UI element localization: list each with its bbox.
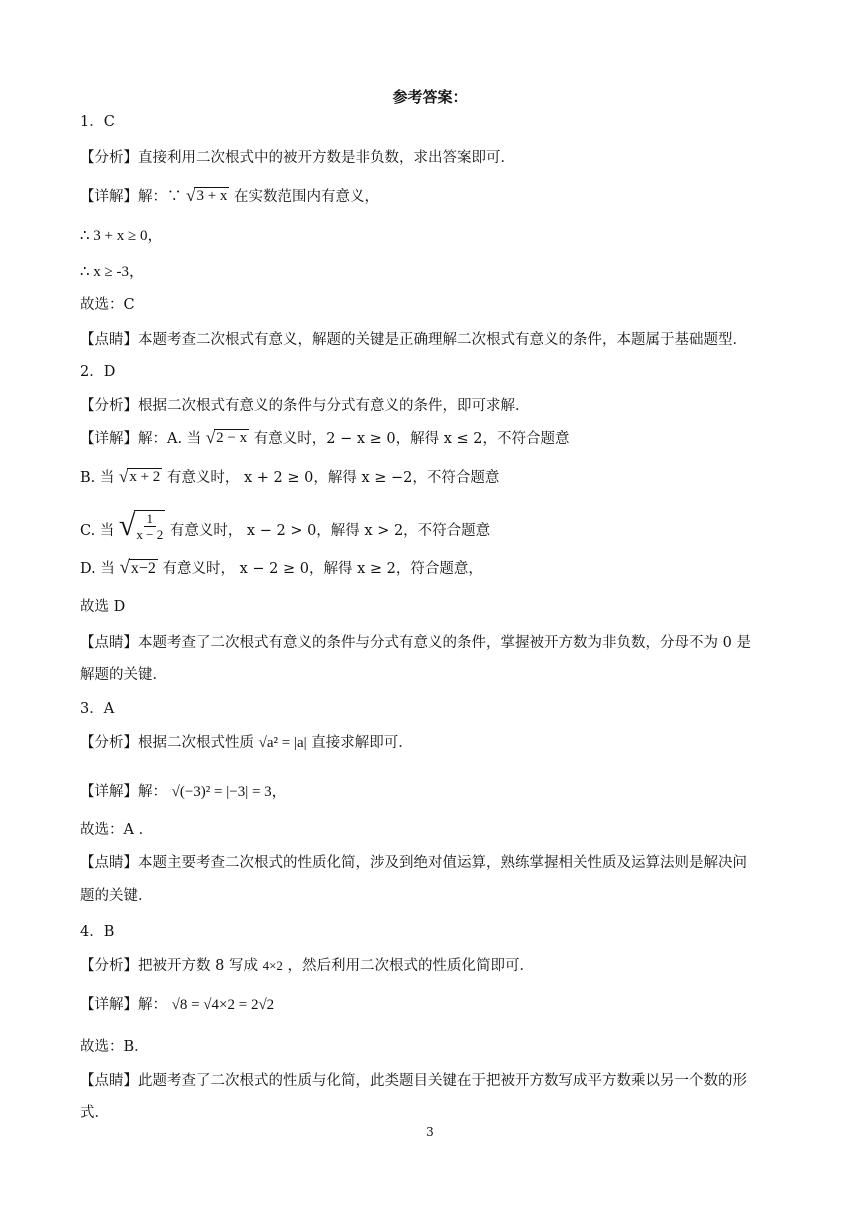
q3-analysis-formula: √a² = |a| bbox=[258, 735, 307, 751]
q2-b-radical: √ x + 2 bbox=[118, 467, 161, 486]
q2-option-c bbox=[80, 510, 490, 542]
q4-comment-line-1: 【点睛】此题考查了二次根式的性质与化简，此类题目关键在于把被开方数写成平方数乘以另一个数的形 bbox=[80, 1073, 747, 1089]
q1-radical: √ 3 + x bbox=[186, 186, 228, 205]
q4-analysis-expr: 4×2 bbox=[262, 958, 283, 973]
q2-c-text: 有意义时， x − 2 > 0，解得 x > 2，不符合题意 bbox=[169, 523, 491, 539]
q2-a-label: 【详解】解：A. 当 bbox=[80, 431, 202, 447]
q2-b-text: 有意义时， x + 2 ≥ 0，解得 x ≥ −2，不符合题意 bbox=[166, 470, 500, 486]
q2-d-radicand: x−2 bbox=[130, 560, 156, 577]
question-2-answer: 2．D bbox=[80, 364, 116, 380]
q1-choice: 故选：C bbox=[80, 297, 135, 313]
q2-b-radicand: x + 2 bbox=[129, 469, 161, 485]
q2-c-radical: √ $\frac{1}{x - 2}$ bbox=[118, 509, 164, 542]
question-1-answer: 1．C bbox=[80, 114, 115, 130]
q2-comment-line-2: 解题的关键． bbox=[80, 667, 167, 683]
q4-detail-label: 【详解】解： bbox=[80, 997, 167, 1013]
page-number: 3 bbox=[426, 1125, 434, 1139]
q2-comment-line-1: 【点睛】本题考查了二次根式有意义的条件与分式有意义的条件，掌握被开方数为非负数，分母不为 0 是 bbox=[80, 635, 751, 651]
q1-detail-label: 【详解】解：∵ bbox=[80, 189, 182, 205]
q3-analysis-label: 【分析】根据二次根式性质 bbox=[80, 735, 254, 751]
q4-detail bbox=[80, 995, 274, 1015]
q2-d-text: 有意义时， x − 2 ≥ 0，解得 x ≥ 2，符合题意， bbox=[162, 561, 483, 577]
q3-detail bbox=[80, 782, 287, 802]
q1-radicand: 3 + x bbox=[196, 188, 228, 204]
q2-c-fraction bbox=[136, 511, 163, 542]
q3-detail-formula: √(−3)² = |−3| = 3， bbox=[171, 784, 287, 800]
q1-comment: 【点睛】本题考查二次根式有意义，解题的关键是正确理解二次根式有意义的条件，本题属于基础题型． bbox=[80, 332, 747, 348]
q3-comment-line-1: 【点睛】本题主要考查二次根式的性质化简，涉及到绝对值运算，熟练掌握相关性质及运算法则是解决问 bbox=[80, 855, 747, 871]
q2-a-text: 有意义时，2 − x ≥ 0，解得 x ≤ 2，不符合题意 bbox=[253, 431, 570, 447]
q1-step-1: ∴ 3 + x ≥ 0， bbox=[80, 228, 163, 244]
q3-choice: 故选：A ． bbox=[80, 822, 154, 838]
q4-comment-line-2: 式． bbox=[80, 1105, 109, 1121]
q2-c-numerator: 1 bbox=[144, 511, 157, 527]
q4-analysis-label: 【分析】把被开方数 8 写成 bbox=[80, 958, 258, 974]
page-title: 参考答案： bbox=[392, 88, 468, 106]
q2-d-label: D. 当 bbox=[80, 561, 115, 577]
q2-a-radical: √ 2 − x bbox=[205, 428, 248, 447]
q4-analysis-text: ，然后利用二次根式的性质化简即可． bbox=[287, 958, 535, 974]
q3-analysis bbox=[80, 733, 413, 753]
q4-analysis bbox=[80, 956, 534, 976]
question-4-answer: 4．B bbox=[80, 924, 115, 940]
q4-detail-formula: √8 = √4×2 = 2√2 bbox=[171, 997, 275, 1013]
question-3-answer: 3．A bbox=[80, 701, 115, 717]
q4-choice: 故选：B． bbox=[80, 1039, 149, 1055]
q1-detail-text: 在实数范围内有意义， bbox=[234, 189, 380, 205]
q1-analysis: 【分析】直接利用二次根式中的被开方数是非负数，求出答案即可． bbox=[80, 150, 515, 166]
q2-option-d bbox=[80, 558, 483, 579]
q2-option-b bbox=[80, 467, 499, 488]
q2-analysis: 【分析】根据二次根式有意义的条件与分式有意义的条件，即可求解． bbox=[80, 398, 530, 414]
q3-comment-line-2: 题的关键． bbox=[80, 888, 153, 904]
q2-d-radical: √ x−2 bbox=[119, 557, 156, 578]
q3-analysis-text: 直接求解即可． bbox=[311, 735, 413, 751]
q2-b-label: B. 当 bbox=[80, 470, 115, 486]
q2-c-denominator: x − 2 bbox=[136, 527, 164, 542]
q3-detail-label: 【详解】解： bbox=[80, 784, 167, 800]
q2-a-radicand: 2 − x bbox=[216, 430, 248, 446]
q2-choice: 故选 D bbox=[80, 599, 126, 615]
q2-option-a bbox=[80, 428, 569, 449]
q1-detail bbox=[80, 186, 379, 207]
q1-step-2: ∴ x ≥ -3， bbox=[80, 264, 145, 280]
q2-c-label: C. 当 bbox=[80, 523, 115, 539]
